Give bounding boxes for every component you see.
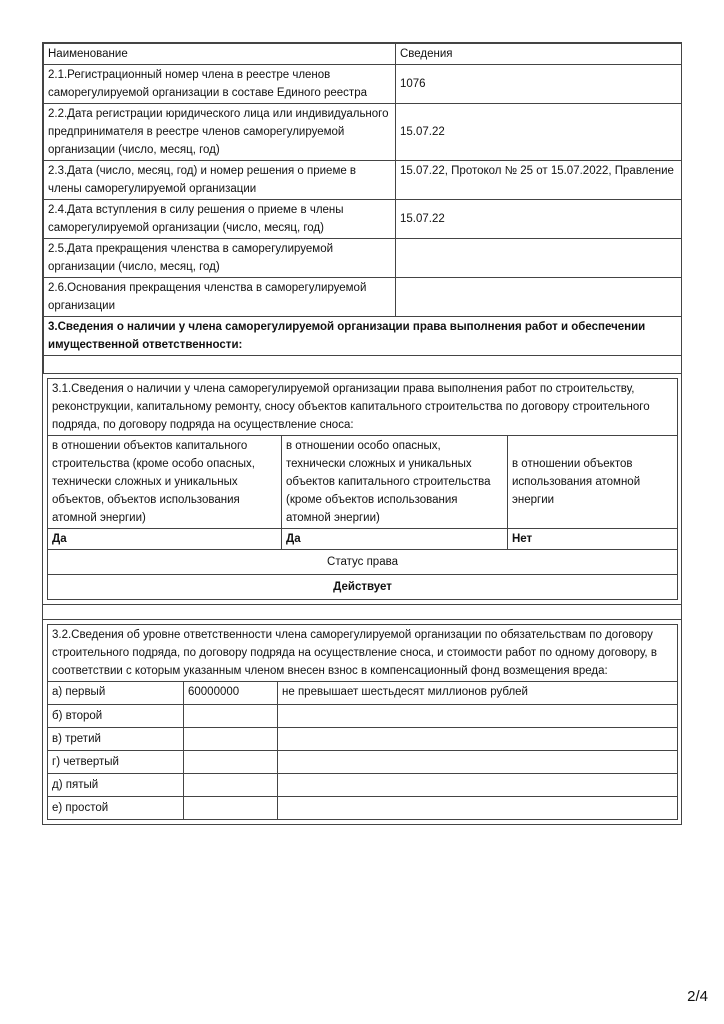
level-description [278,751,678,774]
level-label: в) третий [48,728,184,751]
row-label: 2.3.Дата (число, месяц, год) и номер решения о приеме в члены саморегулируемой организации [44,161,396,200]
rights-value-dangerous: Да [282,529,508,550]
table-row [48,797,678,820]
main-info-table [43,43,682,374]
table-row [44,200,682,239]
rights-value-capital: Да [48,529,282,550]
status-value: Действует [48,575,678,600]
row-value: 15.07.22 [396,200,682,239]
level-description [278,797,678,820]
table-row [44,161,682,200]
rights-column-capital: в отношении объектов капитального строительства (кроме особо опасных, технически сложных и уникальных объектов, объектов использования атомной энергии) [48,436,282,529]
rights-value-nuclear: Нет [508,529,678,550]
row-label: 2.2.Дата регистрации юридического лица или индивидуального предпринимателя в реестре членов саморегулируемой организации (число, месяц, год) [44,104,396,161]
section-divider [43,604,681,619]
level-description: не превышает шестьдесят миллионов рублей [278,682,678,705]
rights-table [47,378,678,600]
rights-title-row [48,379,678,436]
level-description [278,705,678,728]
header-value: Сведения [396,44,682,65]
level-amount [184,797,278,820]
status-label: Статус права [48,550,678,575]
status-value-row [48,575,678,600]
spacer-row [44,356,682,374]
row-label: 2.4.Дата вступления в силу решения о приеме в члены саморегулируемой организации (число, месяц, год) [44,200,396,239]
section-title-row [44,317,682,356]
level-description [278,774,678,797]
row-label: 2.5.Дата прекращения членства в саморегулируемой организации (число, месяц, год) [44,239,396,278]
row-value: 1076 [396,65,682,104]
table-row [44,278,682,317]
table-row [44,104,682,161]
row-value [396,239,682,278]
subsection-3-2-title: 3.2.Сведения об уровне ответственности члена саморегулируемой организации по обязательствам по договору строительного подряда, по договору подряда на осуществление сноса, и стоимости работ по одному договору, в соответствии с которым указанным членом внесен взнос в компенсационный фонд возмещения вреда: [48,625,678,682]
section-3-title: 3.Сведения о наличии у члена саморегулируемой организации права выполнения работ и обеспечении имущественной ответственности: [44,317,682,356]
level-description [278,728,678,751]
level-label: а) первый [48,682,184,705]
table-row [48,682,678,705]
rights-values-row [48,529,678,550]
subsection-3-1-title: 3.1.Сведения о наличии у члена саморегулируемой организации права выполнения работ по строительству, реконструкции, капитальному ремонту, сносу объектов капитального строительства по договору строительного подряда, по договору подряда на осуществление сноса: [48,379,678,436]
rights-columns-row [48,436,678,529]
table-header-row [44,44,682,65]
rights-column-dangerous: в отношении особо опасных, технически сложных и уникальных объектов капитального строительства (кроме объектов использования атомной энергии) [282,436,508,529]
table-row [48,728,678,751]
table-row [48,751,678,774]
liability-table [47,624,678,820]
status-label-row [48,550,678,575]
document-table [42,42,682,825]
table-row [48,774,678,797]
row-value: 15.07.22, Протокол № 25 от 15.07.2022, Правление [396,161,682,200]
level-amount [184,751,278,774]
liability-title-row [48,625,678,682]
row-label: 2.1.Регистрационный номер члена в реестре членов саморегулируемой организации в составе Единого реестра [44,65,396,104]
table-row [44,239,682,278]
table-row [48,705,678,728]
row-value [396,278,682,317]
level-label: е) простой [48,797,184,820]
level-amount: 60000000 [184,682,278,705]
section-3-2 [43,619,681,824]
level-amount [184,705,278,728]
header-name: Наименование [44,44,396,65]
rights-column-nuclear: в отношении объектов использования атомной энергии [508,436,678,529]
table-row [44,65,682,104]
row-value: 15.07.22 [396,104,682,161]
level-amount [184,774,278,797]
level-label: б) второй [48,705,184,728]
page-number: 2/4 [687,988,708,1005]
row-label: 2.6.Основания прекращения членства в саморегулируемой организации [44,278,396,317]
level-amount [184,728,278,751]
level-label: г) четвертый [48,751,184,774]
level-label: д) пятый [48,774,184,797]
section-3-1 [43,374,681,604]
